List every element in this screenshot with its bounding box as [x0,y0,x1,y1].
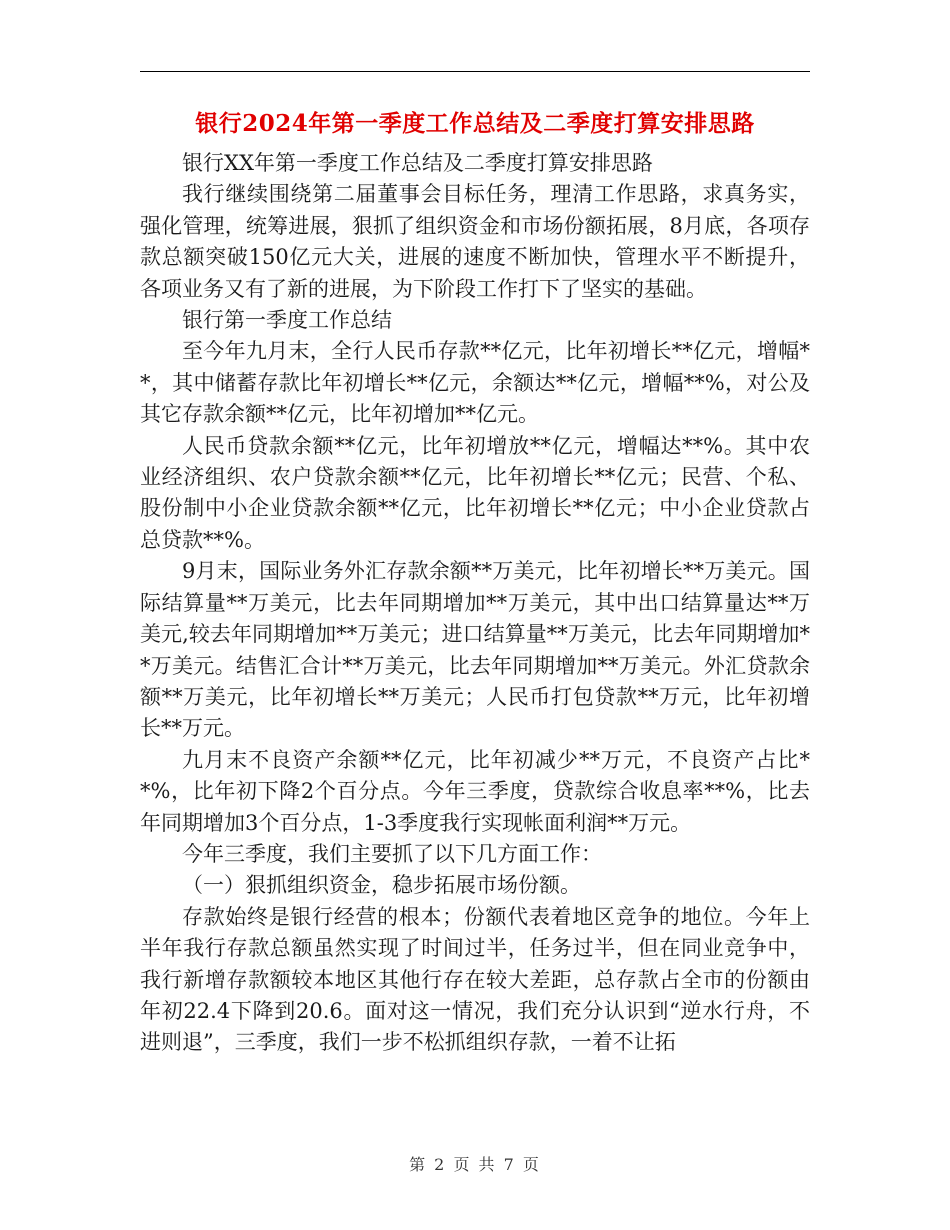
paragraph-work-intro: 今年三季度，我们主要抓了以下几方面工作： [182,841,602,866]
paragraph-deposits: 至今年九月末，全行人民币存款**亿元，比年初增长**亿元，增幅**，其中储蓄存款比年初增长**亿元，余额达**亿元，增幅**%，对公及其它存款余额**亿元，比年初增加**亿元。 [140,339,810,427]
paragraph-nonperforming: 九月末不良资产余额**亿元，比年初减少**万元，不良资产占比**%，比年初下降2个百分点。今年三季度，贷款综合收息率**%，比去年同期增加3个百分点，1-3季度我行实现帐面利润**万元。 [140,747,810,835]
page-number-footer: 第 2 页 共 7 页 [409,1155,541,1174]
document-body [140,148,810,1059]
paragraph-section-heading: 银行第一季度工作总结 [182,308,392,333]
paragraph-loans: 人民币贷款余额**亿元，比年初增放**亿元，增幅达**%。其中农业经济组织、农户贷款余额**亿元，比年初增长**亿元；民营、个私、股份制中小企业贷款余额**亿元，比年初增长**亿元；中小企业贷款占总贷款**%。 [140,433,810,552]
paragraph-subtitle: 银行XX年第一季度工作总结及二季度打算安排思路 [182,151,653,175]
paragraph-item-one: （一）狠抓组织资金，稳步拓展市场份额。 [182,873,581,898]
paragraph-intro: 我行继续围绕第二届董事会目标任务，理清工作思路，求真务实，强化管理，统筹进展，狠抓了组织资金和市场份额拓展，8月底，各项存款总额突破150亿元大关，进展的速度不断加快，管理水平不断提升，各项业务又有了新的进展，为下阶段工作打下了坚实的基础。 [140,182,810,301]
paragraph-deposit-focus: 存款始终是银行经营的根本；份额代表着地区竞争的地位。今年上半年我行存款总额虽然实现了时间过半，任务过半，但在同业竞争中，我行新增存款额较本地区其他行存在较大差距，总存款占全市的份额由年初22.4下降到20.6。面对这一情况，我们充分认识到“逆水行舟，不进则退”，三季度，我们一步不松抓组织存款，一着不让拓 [140,904,810,1055]
paragraph-international: 9月末，国际业务外汇存款余额**万美元，比年初增长**万美元。国际结算量**万美元，比去年同期增加**万美元，其中出口结算量达**万美元,较去年同期增加**万美元；进口结算量**万美元，比去年同期增加**万美元。结售汇合计**万美元，比去年同期增加**万美元。外汇贷款余额**万美元，比年初增长**万美元；人民币打包贷款**万元，比年初增长**万元。 [140,559,810,741]
document-title: 银行2024年第一季度工作总结及二季度打算安排思路 [195,110,755,137]
header-rule [140,71,810,72]
